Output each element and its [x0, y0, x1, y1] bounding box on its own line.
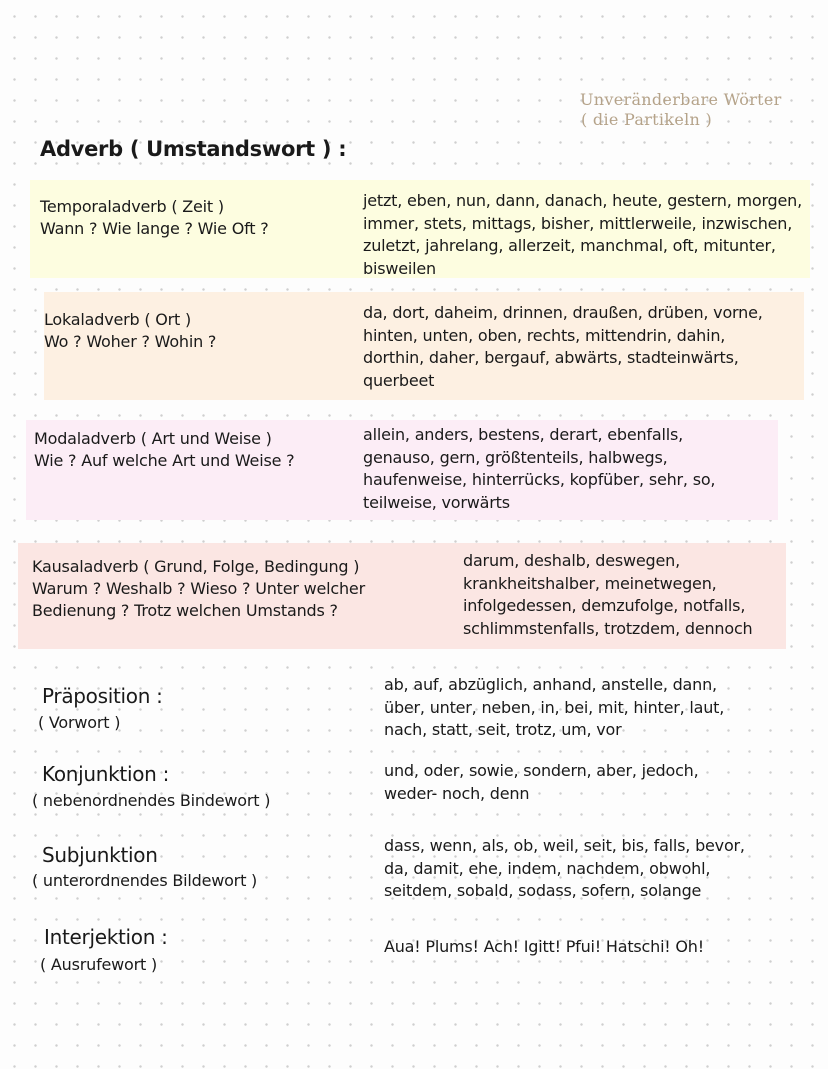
- konjunktion-title: Konjunktion :: [42, 762, 170, 786]
- lokal-questions: Wo ? Woher ? Wohin ?: [44, 332, 217, 351]
- note-line1: Unveränderbare Wörter: [580, 90, 782, 109]
- modal-examples: allein, anders, bestens, derart, ebenfalls, genauso, gern, größtenteils, halbwegs, haufenweise, hinterrücks, kopfüber, sehr, so, teilweise, vorwärts: [363, 425, 716, 512]
- praeposition-subtitle: ( Vorwort ): [38, 713, 121, 732]
- modal-title: Modaladverb ( Art und Weise ): [34, 429, 272, 448]
- interjektion-examples: Aua! Plums! Ach! Igitt! Pfui! Hatschi! Oh!: [384, 937, 704, 956]
- note-line2: ( die Partikeln ): [581, 110, 713, 129]
- praeposition-examples: ab, auf, abzüglich, anhand, anstelle, dann, über, unter, neben, in, bei, mit, hinter, laut, nach, statt, seit, trotz, um, vor: [384, 675, 725, 739]
- subjunktion-title: Subjunktion: [42, 843, 158, 867]
- interjektion-subtitle: ( Ausrufewort ): [40, 955, 158, 974]
- note: [580, 90, 782, 130]
- lokal-title: Lokaladverb ( Ort ): [44, 310, 192, 329]
- temporal-questions: Wann ? Wie lange ? Wie Oft ?: [40, 219, 269, 238]
- kausal-examples: darum, deshalb, deswegen, krankheitshalber, meinetwegen, infolgedessen, demzufolge, notfalls, schlimmstenfalls, trotzdem, dennoch: [463, 551, 753, 638]
- subjunktion-examples: dass, wenn, als, ob, weil, seit, bis, falls, bevor, da, damit, ehe, indem, nachdem, obwohl, seitdem, sobald, sodass, sofern, solange: [384, 836, 745, 900]
- adverb-heading: Adverb ( Umstandswort ) :: [40, 137, 347, 161]
- lokal-section: [44, 309, 216, 353]
- kausal-questions-line2: Bedienung ? Trotz welchen Umstands ?: [32, 601, 338, 620]
- temporal-section: [40, 196, 269, 240]
- modal-questions: Wie ? Auf welche Art und Weise ?: [34, 451, 295, 470]
- kausal-title: Kausaladverb ( Grund, Folge, Bedingung ): [32, 557, 360, 576]
- kausal-section: [32, 556, 365, 622]
- konjunktion-examples: und, oder, sowie, sondern, aber, jedoch, weder- noch, denn: [384, 761, 699, 803]
- lokal-examples: da, dort, daheim, drinnen, draußen, drüben, vorne, hinten, unten, oben, rechts, mittendrin, dahin, dorthin, daher, bergauf, abwärts, stadteinwärts, querbeet: [363, 303, 763, 390]
- interjektion-title: Interjektion :: [44, 925, 168, 949]
- praeposition-section: [42, 684, 163, 708]
- temporal-title: Temporaladverb ( Zeit ): [40, 197, 224, 216]
- subjunktion-subtitle: ( unterordnendes Bildewort ): [32, 871, 258, 890]
- kausal-questions-line1: Warum ? Weshalb ? Wieso ? Unter welcher: [32, 579, 365, 598]
- praeposition-title: Präposition :: [42, 684, 163, 708]
- konjunktion-subtitle: ( nebenordnendes Bindewort ): [32, 791, 271, 810]
- temporal-examples: jetzt, eben, nun, dann, danach, heute, gestern, morgen, immer, stets, mittags, bisher, mittlerweile, inzwischen, zuletzt, jahrelang, allerzeit, manchmal, oft, mitunter, bisweilen: [363, 191, 802, 278]
- modal-section: [34, 428, 294, 472]
